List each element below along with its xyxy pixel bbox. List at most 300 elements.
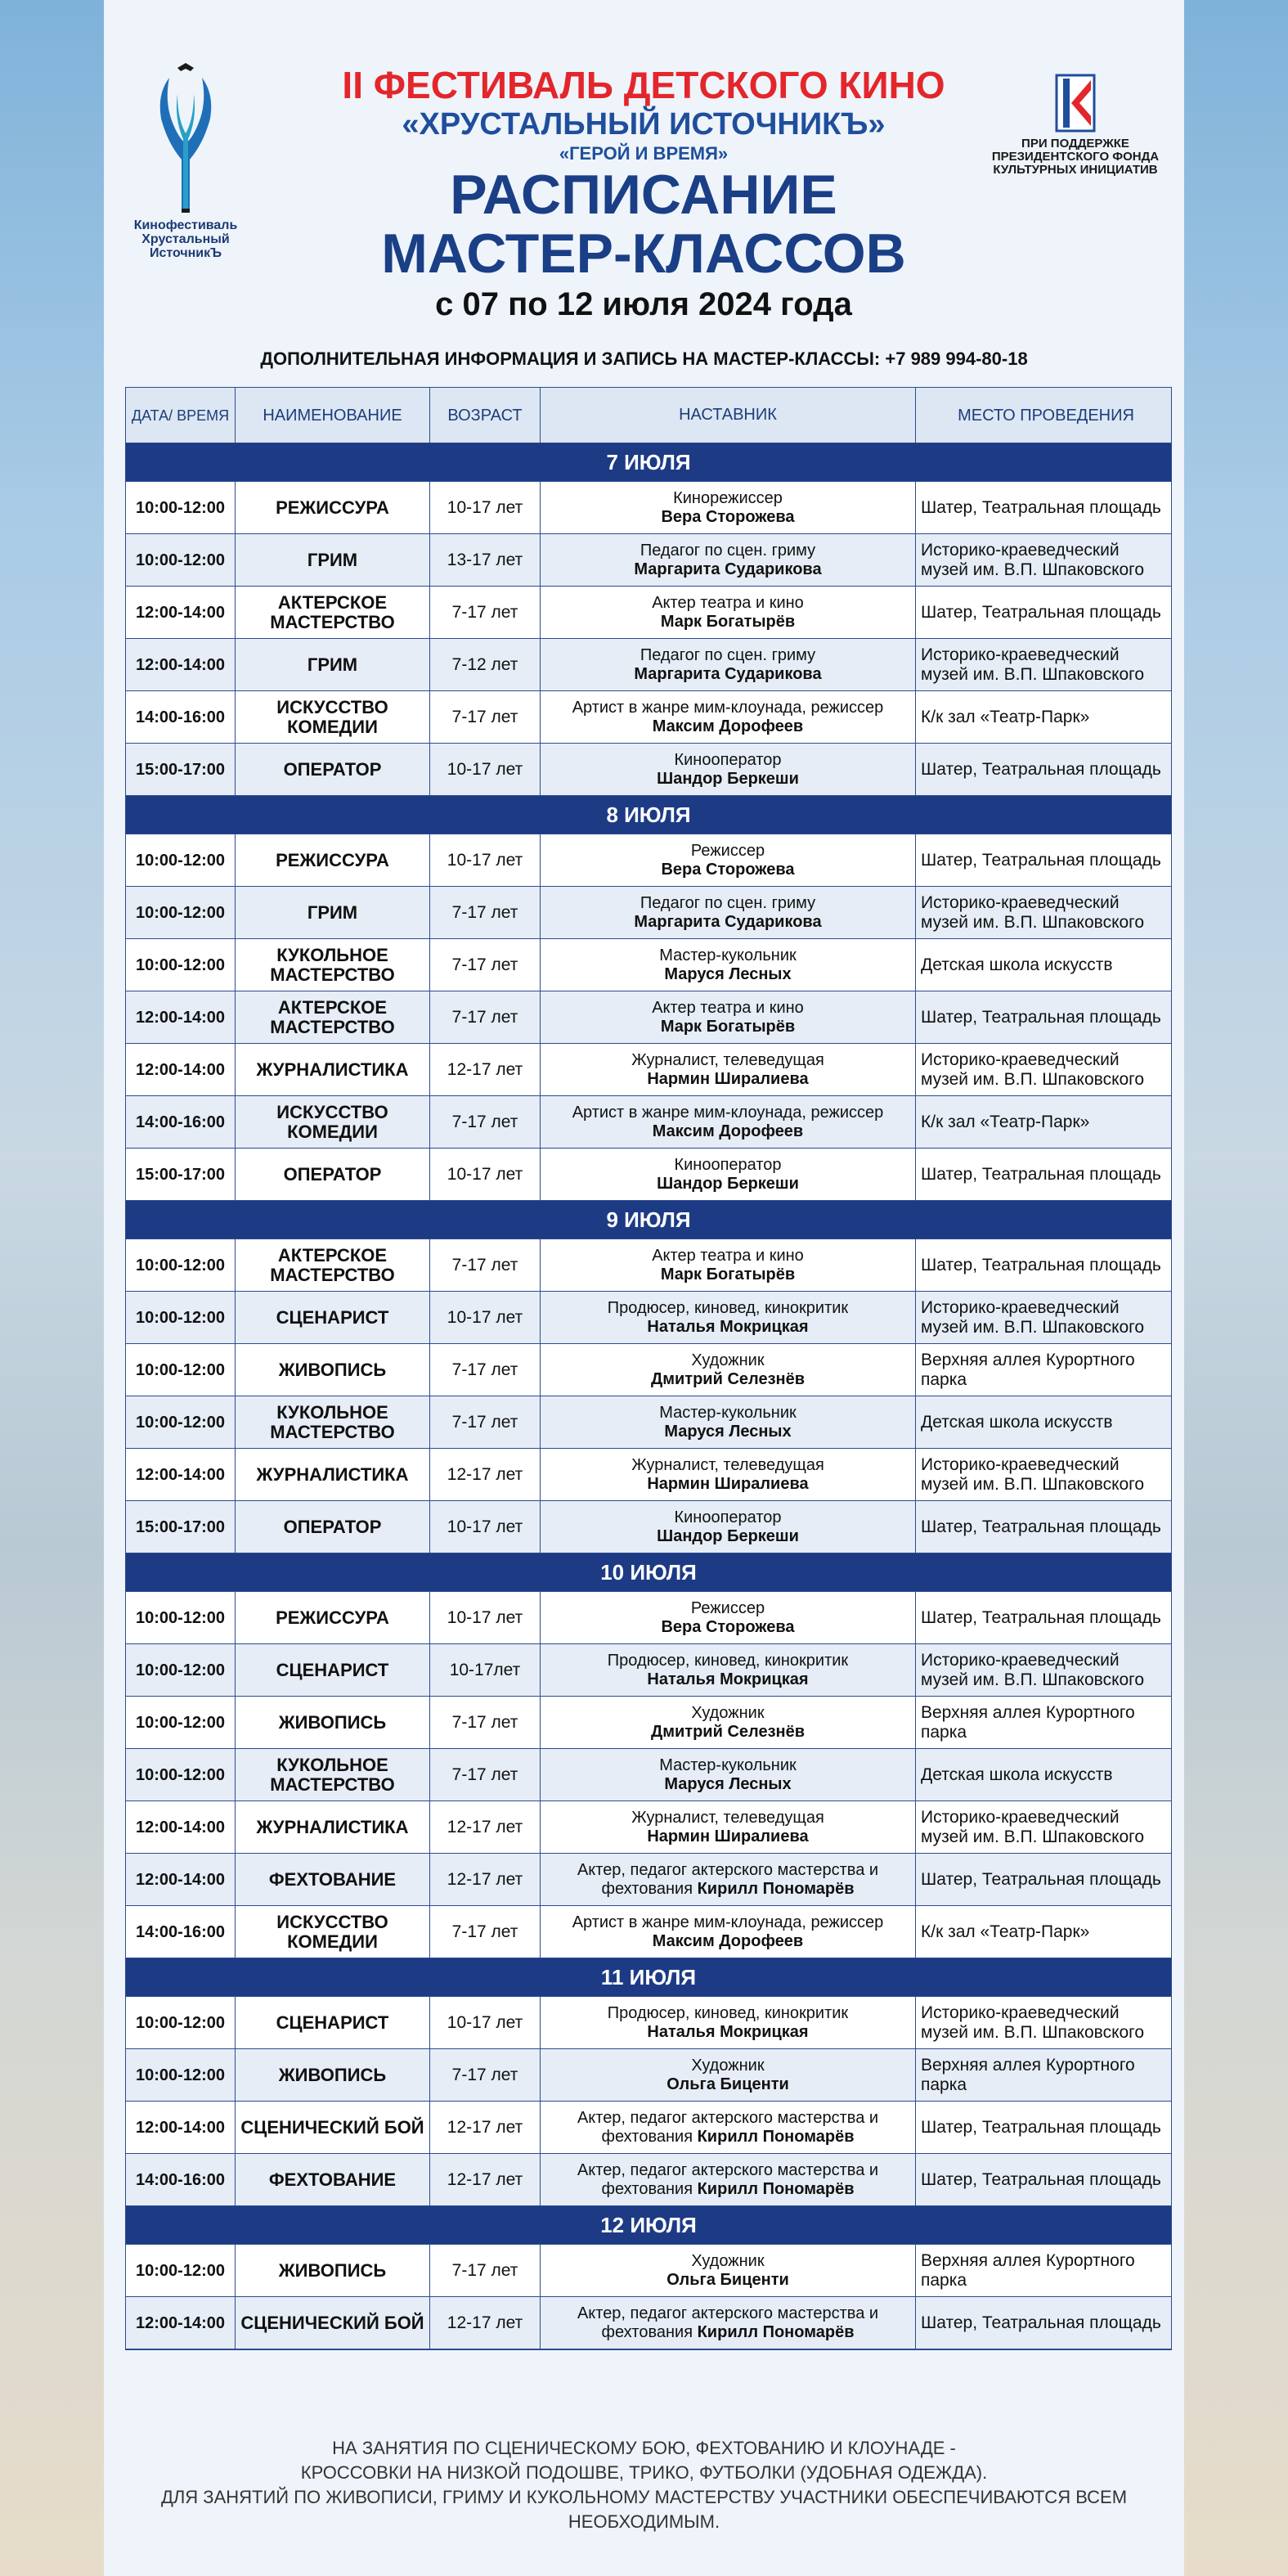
mentor-name: Маруся Лесных [664,1422,792,1441]
day-header: 8 ИЮЛЯ [126,796,1171,834]
mentor-name-line [647,1670,808,1689]
title-line2: МАСТЕР-КЛАССОВ [381,223,906,285]
festival-theme: «ГЕРОЙ И ВРЕМЯ» [559,143,729,164]
time-cell: 10:00-12:00 [126,534,236,587]
mentor-role: Художник [691,1351,765,1369]
place-cell: Историко-краеведческий музей им. В.П. Шпаковского [916,1292,1171,1344]
age-cell: 7-17 лет [430,2049,541,2102]
mentor-name-line [651,1723,805,1742]
time-cell: 10:00-12:00 [126,482,236,534]
mentor-name: Вера Сторожева [661,860,795,879]
mentor-role: Продюсер, киновед, кинокритик [607,2003,849,2022]
mentor-role: Режиссер [690,841,765,860]
mentor-role: Журналист, телеведущая [631,1455,824,1474]
mentor-name-line [657,1175,799,1194]
mentor-role: Продюсер, киновед, кинокритик [607,1298,849,1317]
mentor-role: Продюсер, киновед, кинокритик [607,1651,849,1670]
class-name-cell: АКТЕРСКОЕ МАСТЕРСТВО [236,587,430,639]
table-row [126,2297,1171,2349]
place-cell: Историко-краеведческий музей им. В.П. Шпаковского [916,1449,1171,1501]
place-cell: Шатер, Театральная площадь [916,1239,1171,1292]
mentor-role: Кинорежиссер [673,488,783,507]
table-row [126,1749,1171,1801]
footer-line3: ДЛЯ ЗАНЯТИЙ ПО ЖИВОПИСИ, ГРИМУ И КУКОЛЬНОМУ МАСТЕРСТВУ УЧАСТНИКИ ОБЕСПЕЧИВАЮТСЯ ВСЕМ НЕОБХОДИМЫМ. [160,2487,1128,2532]
mentor-role: Актер, педагог актерского мастерства и [577,2160,879,2179]
age-cell: 7-17 лет [430,1697,541,1749]
class-name-cell: ОПЕРАТОР [236,1501,430,1553]
mentor-name: Маргарита Сударикова [634,912,822,931]
time-cell: 10:00-12:00 [126,834,236,887]
mentor-role: Артист в жанре мим-клоунада, режиссер [572,698,884,717]
mentor-cell [541,2297,916,2349]
mentor-name: Вера Сторожева [661,507,795,526]
class-name-cell: ИСКУССТВО КОМЕДИИ [236,691,430,744]
mentor-role: Кинооператор [674,750,782,769]
table-row [126,482,1171,534]
mentor-role-cont: фехтования [601,2127,693,2146]
class-name-cell: АКТЕРСКОЕ МАСТЕРСТВО [236,991,430,1044]
class-name-cell: ФЕХТОВАНИЕ [236,1854,430,1906]
mentor-role-cont: фехтования [601,2179,693,2198]
table-row [126,1396,1171,1449]
table-row [126,834,1171,887]
place-cell: Верхняя аллея Курортного парка [916,2245,1171,2297]
mentor-cell [541,744,916,796]
class-name-cell: ГРИМ [236,639,430,691]
class-name-cell: ИСКУССТВО КОМЕДИИ [236,1906,430,1958]
mentor-name: Нармин Ширалиева [647,1827,809,1845]
festival-line: II ФЕСТИВАЛЬ ДЕТСКОГО КИНО [342,64,945,106]
place-cell: К/к зал «Театр-Парк» [916,691,1171,744]
mentor-name-line [647,1475,808,1494]
mentor-role: Художник [691,2056,765,2075]
mentor-name-line [666,2271,789,2290]
table-row [126,587,1171,639]
place-cell: Верхняя аллея Курортного парка [916,1344,1171,1396]
mentor-name-line [661,1618,794,1637]
col-header-mentor: НАСТАВНИК [541,388,916,443]
table-row [126,2049,1171,2102]
age-cell: 10-17 лет [430,834,541,887]
mentor-role: Журналист, телеведущая [631,1050,824,1069]
fund-caption-line1: ПРИ ПОДДЕРЖКЕ [1021,137,1129,151]
time-cell: 12:00-14:00 [126,2102,236,2154]
mentor-cell [541,1501,916,1553]
age-cell: 7-17 лет [430,1096,541,1149]
mentor-name: Максим Дорофеев [652,1931,804,1950]
mentor-cell [541,1449,916,1501]
fund-caption-line3: КУЛЬТУРНЫХ ИНИЦИАТИВ [993,163,1158,177]
mentor-name: Дмитрий Селезнёв [650,1369,806,1388]
poster-panel [104,0,1184,2576]
age-cell: 10-17 лет [430,744,541,796]
table-row [126,1854,1171,1906]
mentor-name: Нармин Ширалиева [647,1069,809,1088]
time-cell: 12:00-14:00 [126,1854,236,1906]
fund-logo [973,74,1178,213]
festival-name: «ХРУСТАЛЬНЫЙ ИСТОЧНИКЪ» [402,107,886,142]
age-cell: 7-17 лет [430,991,541,1044]
place-cell: Шатер, Театральная площадь [916,1854,1171,1906]
class-name-cell: ГРИМ [236,534,430,587]
footer-notes [104,2436,1184,2534]
table-row [126,1449,1171,1501]
place-cell: Шатер, Театральная площадь [916,744,1171,796]
mentor-role-cont: фехтования [601,2322,693,2341]
mentor-role: Педагог по сцен. гриму [640,645,816,664]
table-row [126,1096,1171,1149]
place-cell: Детская школа искусств [916,939,1171,991]
place-cell: Верхняя аллея Курортного парка [916,1697,1171,1749]
mentor-name: Наталья Мокрицкая [647,1670,809,1688]
class-name-cell: КУКОЛЬНОЕ МАСТЕРСТВО [236,1396,430,1449]
age-cell: 12-17 лет [430,1449,541,1501]
age-cell: 7-17 лет [430,939,541,991]
place-cell: Детская школа искусств [916,1396,1171,1449]
mentor-name-line [657,1527,799,1546]
mentor-cell [541,691,916,744]
class-name-cell: ОПЕРАТОР [236,1149,430,1201]
class-name-cell: ИСКУССТВО КОМЕДИИ [236,1096,430,1149]
mentor-name-line [651,1370,805,1389]
col-header-datetime: ДАТА/ ВРЕМЯ [126,388,236,443]
mentor-name: Максим Дорофеев [652,717,804,735]
mentor-cell [541,939,916,991]
time-cell: 10:00-12:00 [126,1239,236,1292]
mentor-name-line [657,770,799,789]
mentor-name-line [634,560,821,579]
mentor-name: Кирилл Пономарёв [697,1879,855,1898]
mentor-role: Актер, педагог актерского мастерства и [577,2304,879,2322]
mentor-role: Художник [691,1703,765,1722]
logo-caption-line2: Хрустальный ИсточникЪ [141,232,230,260]
mentor-name: Вера Сторожева [661,1617,795,1636]
mentor-role: Актер театра и кино [652,998,804,1017]
table-row [126,1149,1171,1201]
mentor-name-line [647,1827,808,1846]
class-name-cell: ЖИВОПИСЬ [236,1344,430,1396]
place-cell: Историко-краеведческий музей им. В.П. Шпаковского [916,1801,1171,1854]
place-cell: К/к зал «Театр-Парк» [916,1906,1171,1958]
time-cell: 15:00-17:00 [126,744,236,796]
table-row [126,1801,1171,1854]
mentor-role: Педагог по сцен. гриму [640,893,816,912]
table-row [126,939,1171,991]
time-cell: 10:00-12:00 [126,1592,236,1644]
place-cell: Шатер, Театральная площадь [916,1501,1171,1553]
place-cell: Шатер, Театральная площадь [916,482,1171,534]
table-row [126,691,1171,744]
mentor-role: Кинооператор [674,1508,782,1526]
table-row [126,639,1171,691]
contact-info: ДОПОЛНИТЕЛЬНАЯ ИНФОРМАЦИЯ И ЗАПИСЬ НА МАСТЕР-КЛАССЫ: +7 989 994-80-18 [260,348,1028,369]
footer-line2: КРОССОВКИ НА НИЗКОЙ ПОДОШВЕ, ТРИКО, ФУТБОЛКИ (УДОБНАЯ ОДЕЖДА). [300,2462,988,2483]
mentor-name-line [601,2180,854,2199]
title-block [292,64,995,326]
mentor-cell [541,834,916,887]
class-name-cell: СЦЕНИЧЕСКИЙ БОЙ [236,2102,430,2154]
place-cell: Шатер, Театральная площадь [916,2154,1171,2206]
mentor-name: Нармин Ширалиева [647,1474,809,1493]
time-cell: 14:00-16:00 [126,1906,236,1958]
mentor-name: Шандор Беркеши [657,1526,799,1545]
mentor-cell [541,2154,916,2206]
table-row [126,887,1171,939]
mentor-name: Кирилл Пономарёв [697,2127,855,2146]
class-name-cell: ЖУРНАЛИСТИКА [236,1449,430,1501]
mentor-role: Мастер-кукольник [659,946,797,964]
class-name-cell: ЖУРНАЛИСТИКА [236,1801,430,1854]
place-cell: Шатер, Театральная площадь [916,1149,1171,1201]
time-cell: 10:00-12:00 [126,2245,236,2297]
mentor-cell [541,1396,916,1449]
place-cell: К/к зал «Театр-Парк» [916,1096,1171,1149]
col-header-age: ВОЗРАСТ [430,388,541,443]
age-cell: 7-17 лет [430,1344,541,1396]
table-row [126,2245,1171,2297]
time-cell: 10:00-12:00 [126,1997,236,2049]
mentor-name-line [634,665,821,684]
footer-line1: НА ЗАНЯТИЯ ПО СЦЕНИЧЕСКОМУ БОЮ, ФЕХТОВАНИЮ И КЛОУНАДЕ - [332,2438,956,2458]
mentor-name: Ольга Биценти [666,2270,789,2289]
mentor-role: Актер театра и кино [652,1246,804,1265]
age-cell: 12-17 лет [430,1854,541,1906]
age-cell: 12-17 лет [430,2297,541,2349]
age-cell: 10-17 лет [430,1997,541,2049]
fund-caption-line2: ПРЕЗИДЕНТСКОГО ФОНДА [991,150,1160,164]
mentor-name-line [647,1070,808,1089]
time-cell: 14:00-16:00 [126,691,236,744]
festival-logo [104,61,267,266]
mentor-name: Дмитрий Селезнёв [650,1722,806,1741]
mentor-name-line [634,913,821,932]
class-name-cell: ЖИВОПИСЬ [236,2245,430,2297]
table-row [126,744,1171,796]
age-cell: 7-17 лет [430,1906,541,1958]
place-cell: Детская школа искусств [916,1749,1171,1801]
class-name-cell: КУКОЛЬНОЕ МАСТЕРСТВО [236,1749,430,1801]
table-row [126,2154,1171,2206]
class-name-cell: ГРИМ [236,887,430,939]
mentor-name-line [601,2128,854,2147]
mentor-name: Наталья Мокрицкая [647,2022,809,2041]
mentor-name-line [664,1775,791,1794]
mentor-cell [541,1906,916,1958]
class-name-cell: СЦЕНИЧЕСКИЙ БОЙ [236,2297,430,2349]
class-name-cell: КУКОЛЬНОЕ МАСТЕРСТВО [236,939,430,991]
mentor-name-line [664,965,791,984]
table-row [126,1239,1171,1292]
mentor-cell [541,1344,916,1396]
day-header: 7 ИЮЛЯ [126,443,1171,482]
mentor-cell [541,534,916,587]
mentor-cell [541,1854,916,1906]
age-cell: 7-17 лет [430,1749,541,1801]
mentor-cell [541,2102,916,2154]
day-header: 11 ИЮЛЯ [126,1958,1171,1997]
time-cell: 10:00-12:00 [126,1396,236,1449]
mentor-cell [541,587,916,639]
place-cell: Шатер, Театральная площадь [916,587,1171,639]
age-cell: 12-17 лет [430,2154,541,2206]
time-cell: 12:00-14:00 [126,991,236,1044]
logo-caption-line1: Кинофестиваль [133,218,238,232]
mentor-role: Педагог по сцен. гриму [640,541,816,560]
time-cell: 12:00-14:00 [126,1044,236,1096]
mentor-cell [541,1096,916,1149]
table-row [126,991,1171,1044]
age-cell: 10-17 лет [430,1292,541,1344]
mentor-name: Кирилл Пономарёв [697,2322,855,2341]
class-name-cell: АКТЕРСКОЕ МАСТЕРСТВО [236,1239,430,1292]
mentor-name-line [661,1266,795,1284]
mentor-cell [541,1801,916,1854]
age-cell: 7-17 лет [430,1396,541,1449]
mentor-role: Актер, педагог актерского мастерства и [577,2108,879,2127]
class-name-cell: ФЕХТОВАНИЕ [236,2154,430,2206]
class-name-cell: СЦЕНАРИСТ [236,1997,430,2049]
place-cell: Шатер, Театральная площадь [916,2102,1171,2154]
title-line1: РАСПИСАНИЕ [450,164,837,226]
place-cell: Шатер, Театральная площадь [916,2297,1171,2349]
mentor-cell [541,1644,916,1697]
mentor-role: Артист в жанре мим-клоунада, режиссер [572,1103,884,1122]
mentor-name-line [653,1122,803,1141]
time-cell: 12:00-14:00 [126,2297,236,2349]
table-row [126,1344,1171,1396]
time-cell: 10:00-12:00 [126,2049,236,2102]
table-row [126,1697,1171,1749]
place-cell: Историко-краеведческий музей им. В.П. Шпаковского [916,534,1171,587]
mentor-name-line [653,717,803,736]
time-cell: 10:00-12:00 [126,887,236,939]
mentor-name-line [647,2023,808,2042]
day-header: 9 ИЮЛЯ [126,1201,1171,1239]
age-cell: 13-17 лет [430,534,541,587]
time-cell: 14:00-16:00 [126,1096,236,1149]
table-row [126,2102,1171,2154]
time-cell: 15:00-17:00 [126,1149,236,1201]
time-cell: 10:00-12:00 [126,1644,236,1697]
time-cell: 12:00-14:00 [126,1449,236,1501]
class-name-cell: РЕЖИССУРА [236,1592,430,1644]
mentor-cell [541,1044,916,1096]
time-cell: 12:00-14:00 [126,639,236,691]
mentor-cell [541,482,916,534]
fountain-logo-icon [145,61,227,217]
mentor-name: Марк Богатырёв [660,1017,796,1036]
time-cell: 12:00-14:00 [126,587,236,639]
mentor-name: Марк Богатырёв [660,612,796,631]
mentor-role: Художник [691,2251,765,2270]
mentor-role: Режиссер [690,1598,765,1617]
dates: с 07 по 12 июля 2024 года [435,286,852,322]
mentor-name-line [601,2323,854,2342]
class-name-cell: РЕЖИССУРА [236,834,430,887]
mentor-name: Маруся Лесных [664,1774,792,1793]
mentor-name-line [653,1932,803,1951]
mentor-name-line [664,1423,791,1441]
place-cell: Историко-краеведческий музей им. В.П. Шпаковского [916,639,1171,691]
mentor-cell [541,991,916,1044]
mentor-cell [541,1749,916,1801]
age-cell: 12-17 лет [430,1044,541,1096]
mentor-name-line [661,861,794,879]
table-header [126,388,1171,443]
table-row [126,1044,1171,1096]
mentor-role: Актер театра и кино [652,593,804,612]
mentor-role: Мастер-кукольник [659,1403,797,1422]
mentor-name: Маруся Лесных [664,964,792,983]
place-cell: Шатер, Театральная площадь [916,834,1171,887]
mentor-role: Актер, педагог актерского мастерства и [577,1860,879,1879]
mentor-role-cont: фехтования [601,1879,693,1898]
time-cell: 14:00-16:00 [126,2154,236,2206]
age-cell: 12-17 лет [430,2102,541,2154]
age-cell: 10-17 лет [430,1149,541,1201]
mentor-cell [541,1592,916,1644]
mentor-cell [541,1149,916,1201]
mentor-cell [541,2245,916,2297]
place-cell: Историко-краеведческий музей им. В.П. Шпаковского [916,1997,1171,2049]
table-row [126,1501,1171,1553]
time-cell: 10:00-12:00 [126,1292,236,1344]
mentor-name-line [661,1018,795,1036]
age-cell: 10-17 лет [430,1501,541,1553]
class-name-cell: СЦЕНАРИСТ [236,1292,430,1344]
table-row [126,1292,1171,1344]
mentor-role: Мастер-кукольник [659,1756,797,1774]
col-header-name: НАИМЕНОВАНИЕ [236,388,430,443]
time-cell: 15:00-17:00 [126,1501,236,1553]
time-cell: 10:00-12:00 [126,939,236,991]
mentor-cell [541,1292,916,1344]
header [104,0,1184,384]
table-row [126,534,1171,587]
place-cell: Шатер, Театральная площадь [916,1592,1171,1644]
mentor-cell [541,1239,916,1292]
age-cell: 10-17лет [430,1644,541,1697]
age-cell: 7-17 лет [430,2245,541,2297]
mentor-name: Наталья Мокрицкая [647,1317,809,1336]
age-cell: 12-17 лет [430,1801,541,1854]
mentor-cell [541,2049,916,2102]
table-row [126,1997,1171,2049]
place-cell: Шатер, Театральная площадь [916,991,1171,1044]
age-cell: 10-17 лет [430,1592,541,1644]
mentor-cell [541,639,916,691]
mentor-role: Артист в жанре мим-клоунада, режиссер [572,1913,884,1931]
mentor-cell [541,887,916,939]
class-name-cell: ЖУРНАЛИСТИКА [236,1044,430,1096]
mentor-role: Кинооператор [674,1155,782,1174]
time-cell: 10:00-12:00 [126,1344,236,1396]
mentor-name-line [661,613,795,632]
age-cell: 7-17 лет [430,887,541,939]
day-header: 10 ИЮЛЯ [126,1553,1171,1592]
mentor-name: Маргарита Сударикова [634,664,822,683]
col-header-place: МЕСТО ПРОВЕДЕНИЯ [916,388,1171,443]
mentor-name: Шандор Беркеши [657,769,799,788]
mentor-name: Кирилл Пономарёв [697,2179,855,2198]
mentor-name-line [601,1880,854,1899]
age-cell: 7-12 лет [430,639,541,691]
mentor-name-line [661,508,794,527]
mentor-cell [541,1697,916,1749]
mentor-name: Ольга Биценти [666,2075,789,2093]
mentor-name-line [647,1318,808,1337]
class-name-cell: ЖИВОПИСЬ [236,1697,430,1749]
